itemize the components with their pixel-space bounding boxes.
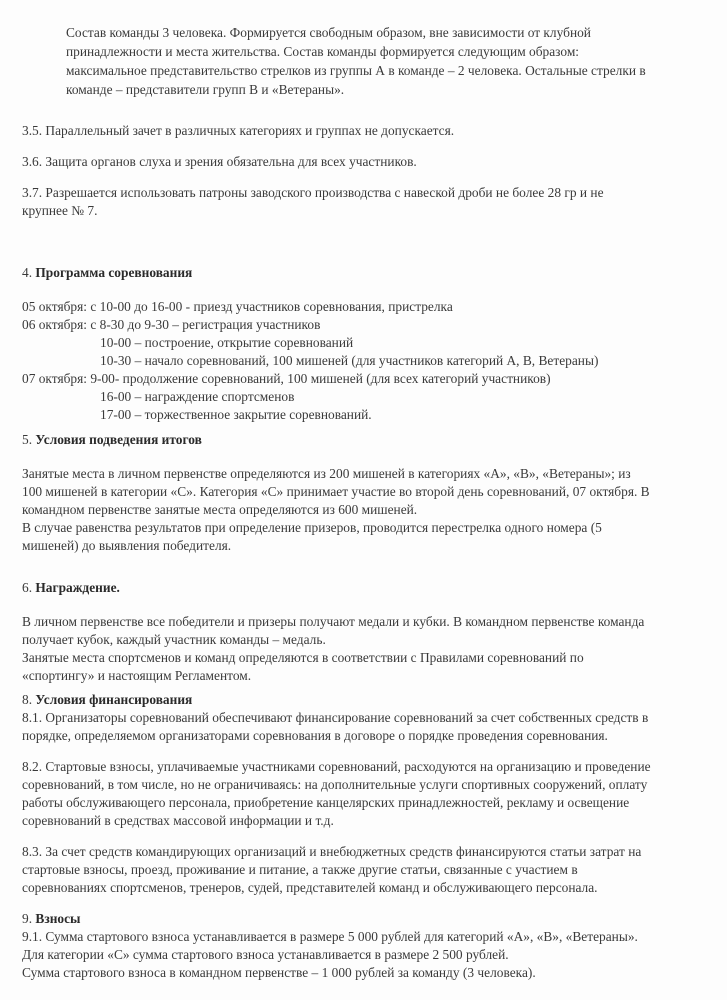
section-number: 5. — [22, 432, 36, 447]
section-number: 9. — [22, 911, 36, 926]
text-line: командном первенстве занятые места определяются из 600 мишеней. — [22, 502, 418, 517]
text-line: получает кубок, каждый участник команды – медаль. — [22, 632, 326, 647]
section-4-heading — [22, 264, 192, 281]
section-9-heading — [22, 910, 81, 927]
section-5-heading — [22, 431, 202, 448]
text-line: Состав команды 3 человека. Формируется свободным образом, вне зависимости от клубной — [66, 25, 591, 40]
text-line: порядке, определяемом организаторами соревнования в договоре о порядке проведения соревнования. — [22, 728, 608, 743]
section-title: Условия финансирования — [35, 692, 193, 707]
text-line: соревнований, в том числе, но не ограничиваясь: на дополнительные услуги спортивных сооружений, оплату — [22, 777, 648, 792]
text-line: 8.1. Организаторы соревнований обеспечивают финансирование соревнований за счет собственных средств в — [22, 710, 649, 725]
text-line: соревнованиях спортсменов, тренеров, судей, представителей команд и обслуживающего персонала. — [22, 880, 598, 895]
text-line: соревнований в средствах массовой информации и т.д. — [22, 813, 334, 828]
schedule-line: 05 октября: с 10-00 до 16-00 - приезд участников соревнования, пристрелка — [22, 299, 453, 314]
text-line: 9.1. Сумма стартового взноса устанавливается в размере 5 000 рублей для категорий «А», «В», «Ветераны». — [22, 929, 638, 944]
section-title: Условия подведения итогов — [35, 432, 202, 447]
schedule-line: 10-00 – построение, открытие соревнований — [100, 335, 354, 350]
text-line: работы обслуживающего персонала, приобретение канцелярских принадлежностей, рекламу и освещение — [22, 795, 630, 810]
section-8-heading — [22, 691, 192, 708]
schedule-line: 10-30 – начало соревнований, 100 мишеней (для участников категорий А, В, Ветераны) — [100, 353, 599, 368]
rule-3-6: 3.6. Защита органов слуха и зрения обязательна для всех участников. — [22, 154, 417, 169]
text-line: команде – представители групп В и «Ветераны». — [66, 82, 345, 97]
text-line: Занятые места спортсменов и команд определяются в соответствии с Правилами соревнований по — [22, 650, 584, 665]
schedule-line: 17-00 – торжественное закрытие соревнований. — [100, 407, 372, 422]
text-line: 8.2. Стартовые взносы, уплачиваемые участниками соревнований, расходуются на организацию и проведение — [22, 759, 651, 774]
text-line: максимальное представительство стрелков из группы А в команде – 2 человека. Остальные стрелки в — [66, 63, 646, 78]
text-line: 8.3. За счет средств командирующих организаций и внебюджетных средств финансируются статьи затрат на — [22, 844, 642, 859]
rule-3-7-line2: крупнее № 7. — [22, 203, 98, 218]
section-number: 8. — [22, 692, 36, 707]
text-line: принадлежности и места жительства. Состав команды формируется следующим образом: — [66, 44, 580, 59]
text-line: В случае равенства результатов при определение призеров, проводится перестрелка одного номера (5 — [22, 520, 602, 535]
text-line: мишеней) до выявления победителя. — [22, 538, 232, 553]
text-line: 100 мишеней в категории «С». Категория «С» принимает участие во второй день соревнований, 07 октября. В — [22, 484, 650, 499]
text-line: Для категории «С» сумма стартового взноса устанавливается в размере 2 500 рублей. — [22, 947, 509, 962]
section-number: 6. — [22, 580, 36, 595]
schedule-line: 16-00 – награждение спортсменов — [100, 389, 295, 404]
section-title: Программа соревнования — [35, 265, 193, 280]
section-title: Награждение. — [35, 580, 120, 595]
rule-3-5: 3.5. Параллельный зачет в различных категориях и группах не допускается. — [22, 123, 455, 138]
text-line: Занятые места в личном первенстве определяются из 200 мишеней в категориях «А», «В», «Ветераны»; из — [22, 466, 631, 481]
text-line: Сумма стартового взноса в командном первенстве – 1 000 рублей за команду (3 человека). — [22, 965, 536, 980]
section-number: 4. — [22, 265, 36, 280]
text-line: «спортингу» и настоящим Регламентом. — [22, 668, 252, 683]
section-title: Взносы — [35, 911, 81, 926]
schedule-line: 06 октября: с 8-30 до 9-30 – регистрация участников — [22, 317, 321, 332]
schedule-line: 07 октября: 9-00- продолжение соревнований, 100 мишеней (для всех категорий участников) — [22, 371, 551, 386]
rule-3-7-line1: 3.7. Разрешается использовать патроны заводского производства с навеской дроби не более 28 гр и не — [22, 185, 604, 200]
text-line: В личном первенстве все победители и призеры получают медали и кубки. В командном первенстве команда — [22, 614, 645, 629]
text-line: стартовые взносы, проезд, проживание и питание, а также другие статьи, связанные с участием в — [22, 862, 578, 877]
section-6-heading — [22, 579, 120, 596]
